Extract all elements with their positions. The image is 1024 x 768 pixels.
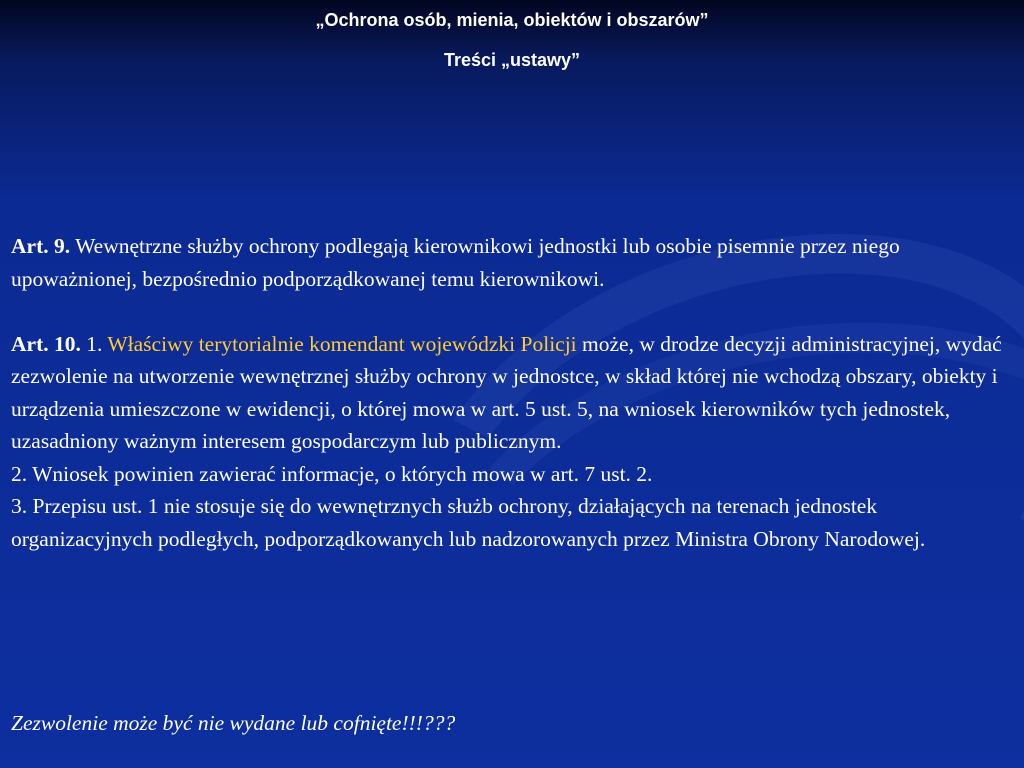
article-9-text: Wewnętrzne służby ochrony podlegają kierownikowi jednostki lub osobie pisemnie przez niego upoważnionej, bezpośrednio podporządkowanej temu kierownikowi. — [11, 234, 900, 291]
italic-note: Zezwolenie może być nie wydane lub cofnięte!!!??? — [11, 711, 456, 735]
slide-title: „Ochrona osób, mienia, obiektów i obszarów” — [315, 10, 709, 30]
article-10-p1-highlight: Właściwy terytorialnie komendant wojewódzki Policji — [107, 331, 577, 356]
slide-header — [0, 0, 1024, 71]
article-10-label: Art. 10. — [11, 331, 81, 356]
slide-subtitle: Treści „ustawy” — [443, 50, 581, 70]
article-9-label: Art. 9. — [11, 234, 71, 258]
article-9 — [11, 230, 1016, 295]
article-10-paragraph-1 — [11, 328, 1016, 458]
article-10-p1-text: może, w drodze decyzji administracyjnej, wydać zezwolenie na utworzenie wewnętrznej służby ochrony w jednostce, w skład której nie wchodzą obszary, obiekty i urządzenia umieszczone w ewidencji, o której mowa w art. 5 ust. 5, na wniosek kierowników tych jednostek, uzasadniony ważnym interesem gospodarczym lub publicznym. — [11, 331, 1002, 453]
paragraph-gap — [11, 295, 1016, 328]
article-10-paragraph-2: 2. Wniosek powinien zawierać informacje, o których mowa w art. 7 ust. 2. — [11, 461, 653, 486]
slide-body — [11, 230, 1016, 555]
article-10-p1-number: 1. — [80, 331, 108, 356]
article-10-paragraph-3: 3. Przepisu ust. 1 nie stosuje się do wewnętrznych służb ochrony, działających na terenach jednostek organizacyjnych podległych, podporządkowanych lub nadzorowanych przez Ministra Obrony Narodowej. — [11, 494, 926, 551]
